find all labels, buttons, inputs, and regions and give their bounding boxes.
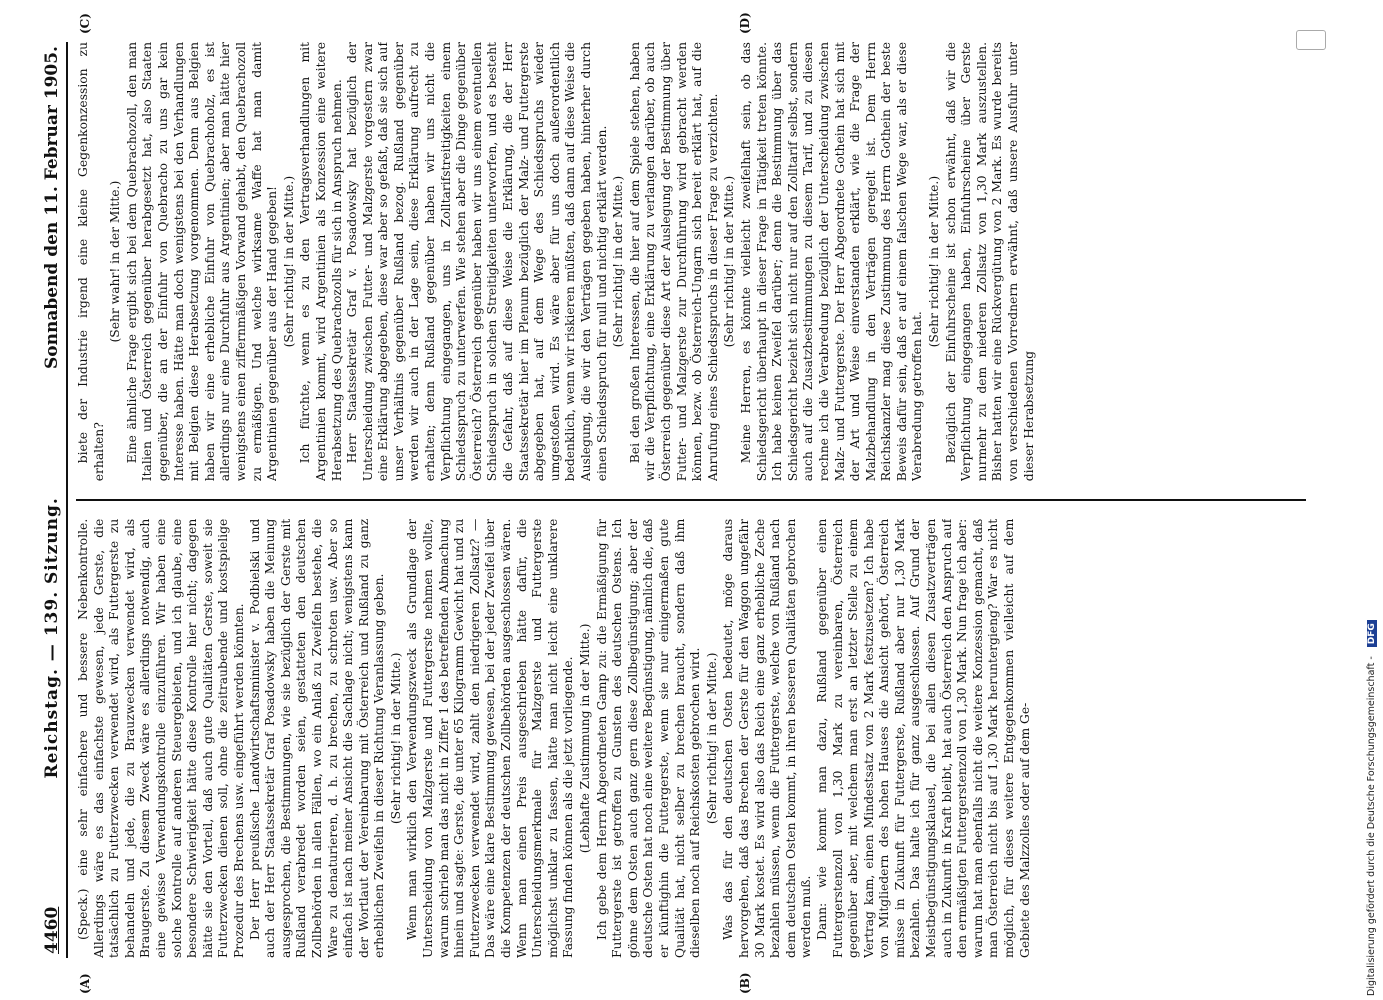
interjection: (Sehr richtig! in der Mitte.) bbox=[388, 652, 403, 825]
interjection: (Sehr richtig! in der Mitte.) bbox=[281, 175, 296, 348]
paragraph: Eine ähnliche Frage ergibt sich bei dem Quebrachozoll, den man Italien und Österreich gegenüber herabgesetzt hat, also Staaten gegenüber, die an der Einfuhr von Quebracho zu uns gar kein Interesse haben. Hätte man doch wenigstens bei den Verhandlungen mit Belgien diese Herabsetzung vorgenommen. Denn aus Belgien haben wir eine erhebliche Einfuhr von Quebrachoholz, es ist allerdings nur eine Durchfuhr aus Argentinien; aber man hätte hier wenigstens einen ziffernmäßigen Vorwand gehabt, den Quebrachozoll zu ermäßigen. Und welche wirksame Waffe hat man damit Argentinien gegenüber aus der Hand gegeben! bbox=[124, 42, 280, 482]
paragraph: Was das für den deutschen Osten bedeutet, möge daraus hervorgehen, daß das Brechen der Gerste für den Waggon ungefähr 30 Mark kostet. Es wird also das Reich eine ganz erhebliche Zeche bezahlen müssen, wenn die Futtergerste, welche von Rußland nach dem deutschen Osten kommt, in ihren besseren Qualitäten gebrochen werden muß. bbox=[721, 518, 814, 958]
paragraph: Der Herr preußische Landwirtschaftsminister v. Podbielski und auch der Herr Staatssekretär Graf Posadowsky haben die Meinung ausgesprochen, die Bestimmungen, wie sie bezüglich der Gerste mit Rußland verabredet worden seien, gestatteten den deutschen Zollbehörden in allen Fällen, wo ein Anlaß zu Zweifeln bestehe, die Ware zu denaturieren, d. h. zu brechen, zu schroten usw. Aber so einfach ist nach meiner Ansicht die Sachlage nicht; wenigstens kann der Wortlaut der Vereinbarung mit Österreich und Rußland zu ganz erheblichen Zweifeln in dieser Richtung Veranlassung geben. bbox=[247, 518, 387, 958]
margin-marker-b: (B) bbox=[738, 972, 752, 994]
interjection: (Sehr richtig! in der Mitte.) bbox=[927, 175, 942, 348]
paragraph: Herr Staatssekretär Graf v. Posadowsky hat bezüglich der Unterscheidung zwischen Futter- und Malzgerste vorgestern zwar eine Erklärung abgegeben, diese war aber so gefaßt, daß sie sich auf unser Verhältnis gegenüber Rußland bezog. Rußland gegenüber werden wir auch in der Lage sein, diese Erklärung aufrecht zu erhalten; denn Rußland gegenüber haben wir uns nicht die Verpflichtung eingegangen, uns in Zolltarifstreitigkeiten einem Schiedsspruch zu unterwerfen. Wie stehen aber die Dinge gegenüber Österreich? Österreich gegenüber haben wir uns einem eventuellen Schiedsspruch in solchen Streitigkeiten unterworfen, und es besteht die Gefahr, daß auf diese Weise die Erklärung, die der Herr Staatssekretär hier im Plenum bezüglich der Malz- und Futtergerste abgegeben hat, auf dem Wege des Schiedsspruchs wieder umgestoßen wird. Es wäre aber für uns doch außerordentlich bedenklich, wenn wir riskieren müßten, daß dann auf diese Weise die Auslegung, die wir den Verträgen gegeben haben, hinterher durch einen Schiedsspruch für null und nichtig erklärt werden. bbox=[345, 42, 609, 482]
paragraph: (Speck.) eine sehr einfachere und bessere Nebenkontrolle. Allerdings wäre es das einfachste gewesen, jede Gerste, die tatsächlich zu Futterzwecken verwendet wird, als Futtergerste zu behandeln und jede, die zu Brauzwecken verwendet wird, als Braugerste. Zu diesem Zweck wäre es allerdings notwendig, auch eine gewisse Verwendungskontrolle einzuführen. Wir haben eine solche Kontrolle auf anderen Steuergebieten, und ich glaube, eine besondere Schwierigkeit hätte diese Kontrolle hier nicht; dagegen hätte sie den Vorteil, daß auch gute Qualitäten Gerste, soweit sie Futterzwecken dienen soll, ohne die zeitraubende und kostspielige Prozedur des Brechens usw. eingeführt werden könnten. bbox=[76, 518, 246, 958]
interjection: (Sehr richtig! in der Mitte.) bbox=[722, 175, 737, 348]
paragraph: Meine Herren, es könnte vielleicht zweifelhaft sein, ob das Schiedsgericht überhaupt in dieser Frage in Tätigkeit treten könnte. Ich habe keinen Zweifel darüber; denn die Bestimmung über das Schiedsgericht bezieht sich nicht nur auf den Zolltarif selbst, sondern auch auf die Zusatzbestimmungen zu diesem Tarif, und zu diesen rechne ich die Verabredung bezüglich der Unterscheidung zwischen Malz- und Futtergerste. Der Herr Abgeordnete Gothein hat sich mit der Art und Weise einverstanden erklärt, wie die Frage der Malzbehandlung in den Verträgen geregelt ist. Dem Herrn Reichskanzler mag diese Zustimmung des Herrn Gothein der beste Beweis dafür sein, daß er auf einem falschen Wege war, als er diese Verabredung getroffen hat. bbox=[738, 42, 925, 482]
margin-marker-d: (D) bbox=[738, 12, 752, 34]
paragraph: Bei den großen Interessen, die hier auf dem Spiele stehen, haben wir die Verpflichtung, eine Erklärung zu verlangen darüber, ob auch Österreich gegenüber diese Art der Auslegung der Bestimmung über Futter- und Malzgerste zur Durchführung wird gebracht werden können, bezw. ob Österreich-Ungarn sich bereit erklärt hat, auf die Anrufung eines Schiedsspruchs in dieser Frage zu verzichten. bbox=[627, 42, 720, 482]
column-divider bbox=[76, 499, 1306, 501]
paragraph: Wenn man wirklich den Verwendungszweck als Grundlage der Unterscheidung von Malzgerste und Futtergerste nehmen wollte, warum schrieb man das nicht in Ziffer 1 des betreffenden Abmachung hinein und sagte: Gerste, die unter 65 Kilogramm Gewicht hat und zu Futterzwecken verwendet wird, zahlt den niedrigeren Zollsatz? — Das wäre eine klare Bestimmung gewesen, bei der jeder Zweifel über die Kompetenzen der deutschen Zollbehörden ausgeschlossen wären. Wenn man einen Preis ausgeschrieben hätte dafür, die Unterscheidungsmerkmale für Malzgerste und Futtergerste möglichst unklar zu fassen, hätte man nicht leicht eine unklarere Fassung finden können als die jetzt vorliegende. bbox=[405, 518, 576, 958]
paragraph: Bezüglich der Einfuhrscheine ist schon erwähnt, daß wir die Verpflichtung eingegangen haben, Einfuhrscheine über Gerste nurmehr zu dem niederen Zollsatz von 1,30 Mark auszustellen. Bisher hatten wir eine Rückvergütung von 2 Mark. Es wurde bereits von verschiedenen Vorrednern erwähnt, daß unsere Ausfuhr unter dieser Herabsetzung bbox=[943, 42, 1036, 482]
digitization-credit bbox=[1366, 6, 1380, 996]
session-title: Reichstag. — 139. Sitzung. bbox=[42, 497, 62, 779]
paragraph: Ich fürchte, wenn es zu den Vertragsverhandlungen mit Argentinien kommt, wird Argentinien als Konzession eine weitere Herabsetzung des Quebrachozolls für sich in Anspruch nehmen. bbox=[298, 42, 344, 482]
margin-marker-a: (A) bbox=[78, 973, 92, 994]
interjection: (Sehr richtig! in der Mitte.) bbox=[611, 175, 626, 348]
scan-mark bbox=[1296, 30, 1326, 50]
text-columns bbox=[76, 12, 1306, 994]
credit-text: Digitalisierung gefördert durch die Deutsche Forschungsgemeinschaft - bbox=[1366, 656, 1377, 996]
session-date: Sonnabend den 11. Februar 1905. bbox=[42, 46, 62, 369]
right-column bbox=[76, 42, 1306, 481]
left-column bbox=[76, 519, 1306, 958]
interjection: (Lebhafte Zustimmung in der Mitte.) bbox=[578, 623, 592, 854]
page-number: 4460 bbox=[42, 906, 62, 954]
interjection: (Sehr richtig! in der Mitte.) bbox=[704, 652, 719, 825]
paragraph: biete der Industrie irgend eine kleine Gegenkonzession zu erhalten? bbox=[76, 42, 106, 482]
paragraph: Ich gebe dem Herrn Abgeordneten Gamp zu: die Ermäßigung für Futtergerste ist getroffen zu Gunsten des deutschen Ostens. Ich gönne dem Osten auch ganz gern diese Zollbegünstigung; aber der deutsche Osten hat noch eine weitere Begünstigung, nämlich die, daß er künftighin die Futtergerste, wenn sie nur einigermaßen gute Qualität hat, nicht selber zu brechen braucht, sondern daß ihm dieselben noch auf Reichskosten gebrochen wird. bbox=[594, 518, 703, 958]
dfg-logo: DFG bbox=[1367, 620, 1377, 647]
margin-marker-c: (C) bbox=[78, 13, 92, 34]
page-header bbox=[40, 42, 68, 958]
paragraph: Dann: wie kommt man dazu, Rußland gegenüber einen Futtergerstenzoll von 1,30 Mark zu vereinbaren, Österreich gegenüber aber, mit welchem man erst an letzter Stelle zu einem Vertrag kam, einen Mindestsatz von 2 Mark festzusetzen? Ich habe von Mitgliedern des hohen Hauses die Ansicht gehört, Österreich müsse in Zukunft für Futtergerste, Rußland aber nur 1,30 Mark bezahlen. Das halte ich für ganz ausgeschlossen. Auf Grund der Meistbegünstigungsklausel, die bei allen diesen Zusatzverträgen auch in Zukunft in Kraft bleibt, hat auch Österreich den Anspruch auf den ermäßigten Futtergerstenzoll von 1,30 Mark. Nun frage ich aber: warum hat man ebenfalls nicht die weitere Konzession gemacht, daß man Österreich nicht bis auf 1,30 Mark heruntergieng? War es nicht möglich, für dieses weitere Entgegenkommen vielleicht auf dem Gebiete des Malzzolles oder auf dem Ge- bbox=[814, 518, 1032, 958]
interjection: (Sehr wahr! in der Mitte.) bbox=[108, 180, 123, 343]
